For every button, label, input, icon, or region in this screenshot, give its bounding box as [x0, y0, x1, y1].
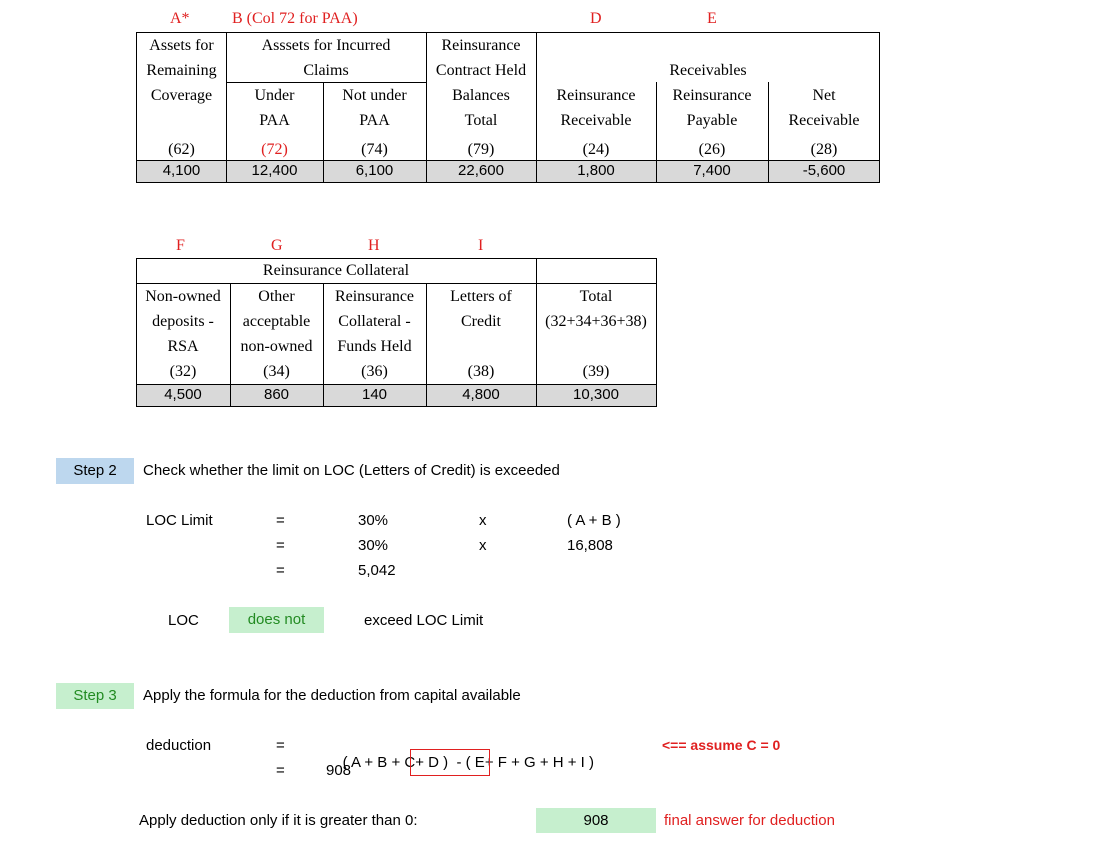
code-74: (74) — [361, 141, 388, 158]
value-g: 860 — [263, 386, 290, 403]
does-not-badge: does not — [229, 607, 324, 633]
col-letter-b: B (Col 72 for PAA) — [232, 10, 358, 27]
header-e-net: Net Receivable — [788, 87, 860, 129]
step-3-title: Apply the formula for the deduction from capital available — [143, 687, 521, 704]
apply-deduction-text: Apply deduction only if it is greater than 0: — [139, 812, 418, 829]
deduction-formula — [326, 737, 594, 788]
col-letter-h: H — [368, 237, 380, 254]
code-24: (24) — [582, 141, 610, 158]
step-3-badge: Step 3 — [56, 683, 134, 709]
col-letter-g: G — [271, 237, 283, 254]
loc-limit-label: LOC Limit — [146, 512, 213, 529]
header-e-group: Receivables — [669, 62, 747, 79]
value-h: 140 — [361, 386, 388, 403]
formula-part-1: ( A + B + C — [342, 754, 416, 771]
value-e-payable: 7,400 — [693, 162, 731, 179]
value-f: 4,500 — [164, 386, 202, 403]
value-i: 4,800 — [462, 386, 500, 403]
code-39: (39) — [582, 363, 610, 380]
col-letter-d: D — [590, 10, 602, 27]
value-e-net: -5,600 — [802, 162, 846, 179]
header-reinsurance-collateral: Reinsurance Collateral — [262, 262, 410, 279]
code-36: (36) — [361, 363, 388, 380]
times-2: x — [479, 537, 487, 554]
loc-pct-2: 30% — [358, 537, 389, 554]
loc-pct-1: 30% — [358, 512, 389, 529]
header-g: Other acceptable non-owned — [240, 288, 313, 355]
col-letter-a: A* — [170, 10, 190, 27]
final-answer-note: final answer for deduction — [664, 812, 835, 829]
header-b-under-paa: Under PAA — [254, 87, 295, 129]
value-b-not-under-paa: 6,100 — [355, 162, 394, 179]
loc-label: LOC — [168, 612, 199, 629]
header-a: Assets for Remaining Coverage — [146, 37, 217, 104]
loc-ab: ( A + B ) — [567, 512, 621, 529]
formula-boxed: + D ) - ( E — [415, 754, 485, 771]
code-79: (79) — [467, 141, 495, 158]
final-deduction-value: 908 — [536, 808, 656, 833]
value-a: 4,100 — [162, 162, 201, 179]
assume-c-note: <== assume C = 0 — [662, 737, 781, 753]
header-b-not-under-paa: Not under PAA — [342, 87, 407, 129]
header-f: Non-owned deposits - RSA — [145, 288, 221, 355]
code-28: (28) — [810, 141, 838, 158]
header-total: Total (32+34+36+38) — [545, 288, 647, 330]
deduction-label: deduction — [146, 737, 212, 754]
code-26: (26) — [698, 141, 726, 158]
equals-1: = — [276, 512, 285, 529]
code-62: (62) — [168, 141, 195, 158]
times-1: x — [479, 512, 487, 529]
code-34: (34) — [263, 363, 290, 380]
header-b-group: Asssets for Incurred Claims — [261, 37, 391, 79]
header-h: Reinsurance Collateral - Funds Held — [334, 288, 415, 355]
equals-5: = — [276, 762, 285, 779]
step-2-title: Check whether the limit on LOC (Letters of Credit) is exceeded — [143, 462, 560, 479]
value-d: 22,600 — [458, 162, 504, 179]
header-e-payable: Reinsurance Payable — [672, 87, 752, 129]
loc-ab-value: 16,808 — [567, 537, 613, 554]
loc-limit-result: 5,042 — [358, 562, 396, 579]
deduction-value: 908 — [326, 762, 352, 779]
header-e-receivable: Reinsurance Receivable — [556, 87, 636, 129]
header-d: Reinsurance Contract Held Balances Total — [435, 37, 527, 129]
formula-part-3: + F + G + H + I ) — [484, 754, 595, 771]
value-b-under-paa: 12,400 — [251, 162, 298, 179]
value-total: 10,300 — [573, 386, 619, 403]
equals-2: = — [276, 537, 285, 554]
code-38: (38) — [467, 363, 495, 380]
equals-3: = — [276, 562, 285, 579]
col-letter-e: E — [707, 10, 717, 27]
col-letter-f: F — [176, 237, 185, 254]
col-letter-i: I — [478, 237, 484, 254]
equals-4: = — [276, 737, 285, 754]
exceed-text: exceed LOC Limit — [364, 612, 484, 629]
code-72: (72) — [261, 141, 288, 158]
header-i: Letters of Credit — [450, 288, 512, 330]
value-e-receivable: 1,800 — [577, 162, 615, 179]
code-32: (32) — [169, 363, 197, 380]
step-2-badge: Step 2 — [56, 458, 134, 484]
